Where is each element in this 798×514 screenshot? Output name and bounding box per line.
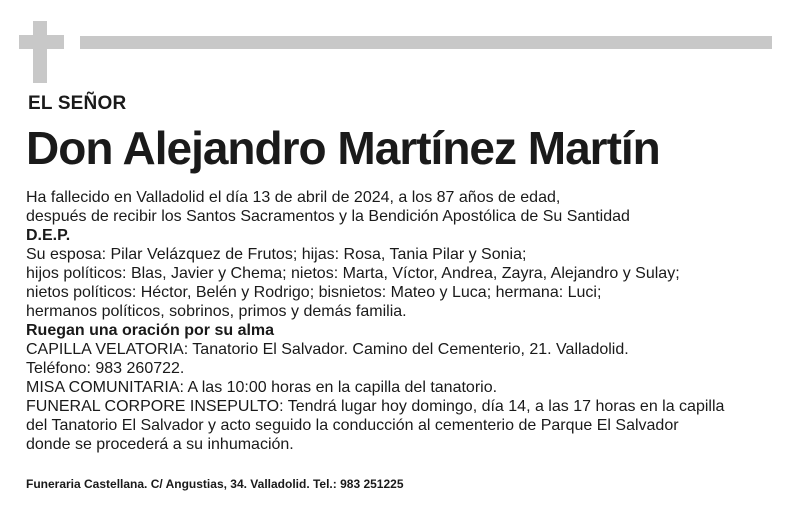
family-line: hijos políticos: Blas, Javier y Chema; nietos: Marta, Víctor, Andrea, Zayra, Alejandro y Sulay; [26, 265, 680, 282]
funeral-home-footer: Funeraria Castellana. C/ Angustias, 34. Valladolid. Tel.: 983 251225 [26, 477, 404, 491]
details-line: Teléfono: 983 260722. [26, 360, 185, 377]
details-line: FUNERAL CORPORE INSEPULTO: Tendrá lugar hoy domingo, día 14, a las 17 horas en la capilla [26, 398, 725, 415]
prayer-request: Ruegan una oración por su alma [26, 322, 275, 339]
honorific-prefix: EL SEÑOR [28, 93, 127, 114]
family-line: nietos políticos: Héctor, Belén y Rodrigo; bisnietos: Mateo y Luca; hermana: Luci; [26, 284, 602, 301]
details-line: del Tanatorio El Salvador y acto seguido la conducción al cementerio de Parque El Salvador [26, 417, 679, 434]
cross-icon-bar [19, 35, 64, 49]
details-line: CAPILLA VELATORIA: Tanatorio El Salvador. Camino del Cementerio, 21. Valladolid. [26, 341, 629, 358]
details-line: donde se procederá a su inhumación. [26, 436, 294, 453]
dep-label: D.E.P. [26, 227, 71, 244]
family-line: hermanos políticos, sobrinos, primos y demás familia. [26, 303, 407, 320]
announcement-line: después de recibir los Santos Sacramentos y la Bendición Apostólica de Su Santidad [26, 208, 630, 225]
cross-icon [33, 21, 47, 83]
header-rule [80, 36, 772, 49]
announcement-line: Ha fallecido en Valladolid el día 13 de abril de 2024, a los 87 años de edad, [26, 189, 561, 206]
obituary-body [26, 188, 778, 454]
deceased-name: Don Alejandro Martínez Martín [26, 122, 660, 174]
details-line: MISA COMUNITARIA: A las 10:00 horas en la capilla del tanatorio. [26, 379, 498, 396]
family-line: Su esposa: Pilar Velázquez de Frutos; hijas: Rosa, Tania Pilar y Sonia; [26, 246, 527, 263]
